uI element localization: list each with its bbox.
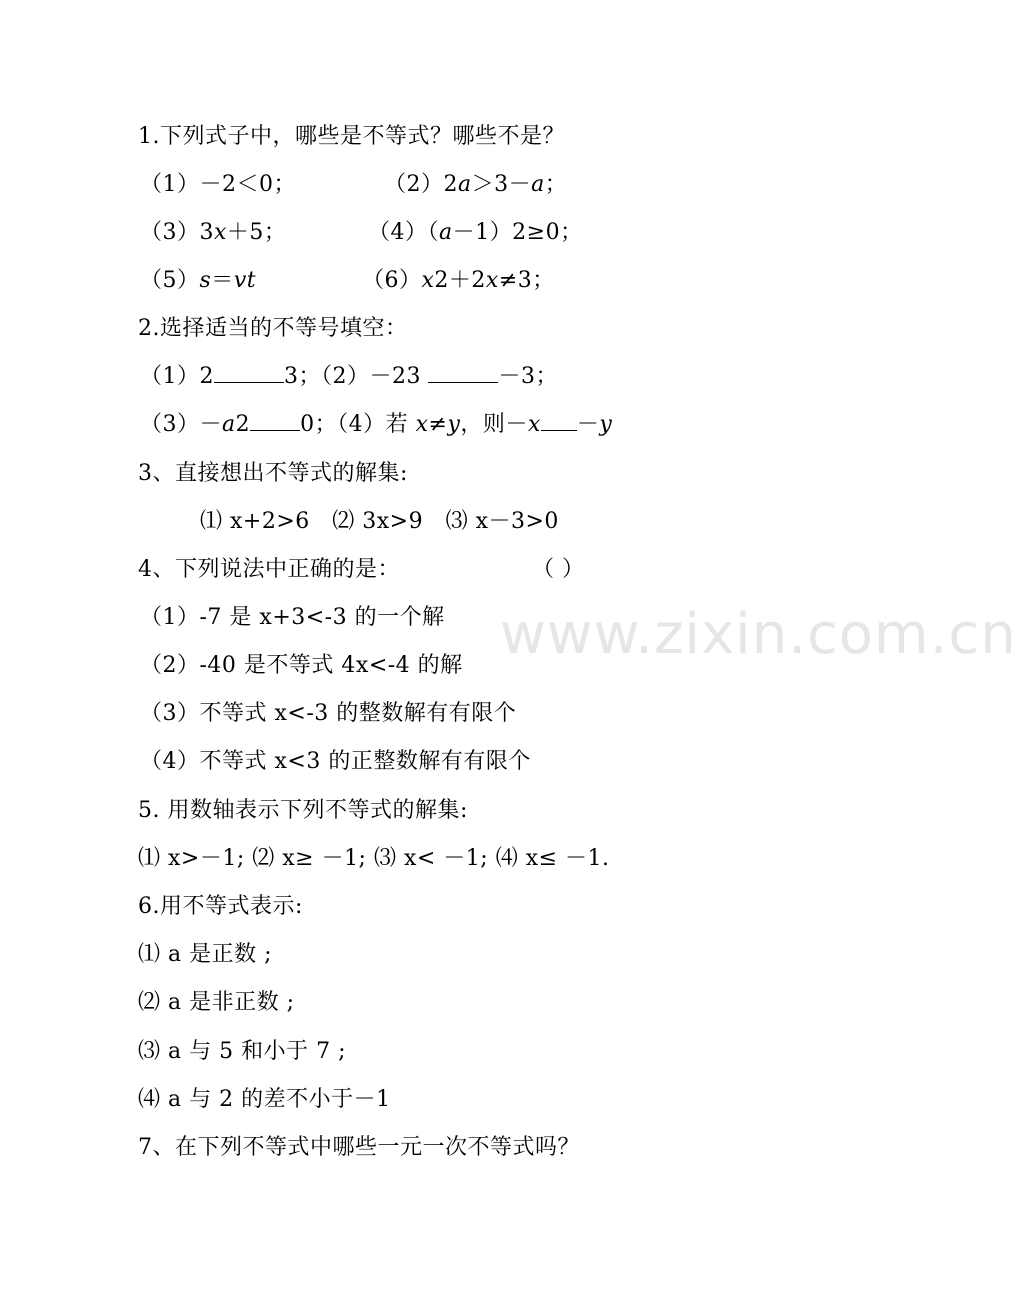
q1-item-1: （1）－2＜0； <box>140 172 296 197</box>
q5-items: ⑴ x>－1; ⑵ x≥ －1; ⑶ x< －1; ⑷ x≤ －1. <box>138 846 610 871</box>
q6-option-3: ⑶ a 与 5 和小于 7 ; <box>138 1039 346 1064</box>
q3-title: 3、直接想出不等式的解集: <box>138 461 408 486</box>
q5-title: 5. 用数轴表示下列不等式的解集: <box>138 798 468 823</box>
q1-title: 1.下列式子中，哪些是不等式？哪些不是？ <box>138 124 565 149</box>
q2-row-2: （3）－a2 0；（4）若 x≠y，则－x －y <box>140 412 613 437</box>
q2-title: 2.选择适当的不等号填空： <box>138 316 408 341</box>
q1-item-6: （6）x2＋2x≠3； <box>362 268 555 293</box>
q3-items: ⑴ x+2>6 ⑵ 3x>9 ⑶ x－3>0 <box>200 509 559 534</box>
blank-2[interactable] <box>428 364 498 383</box>
q1-item-5: （5）s＝vt <box>140 268 257 293</box>
q4-answer-paren: （ ） <box>532 557 585 582</box>
q1-item-4: （4）（a－1）2≥0； <box>368 220 583 245</box>
q4-option-1: （1）-7 是 x+3<-3 的一个解 <box>140 605 445 630</box>
blank-3[interactable] <box>250 412 300 431</box>
q4-option-3: （3）不等式 x<-3 的整数解有有限个 <box>140 701 517 726</box>
watermark: www.zixin.com.cn <box>500 602 1017 667</box>
q6-option-2: ⑵ a 是非正数 ; <box>138 990 295 1015</box>
blank-4[interactable] <box>541 412 577 431</box>
q4-option-2: （2）-40 是不等式 4x<-4 的解 <box>140 653 463 678</box>
q7-title: 7、在下列不等式中哪些一元一次不等式吗？ <box>138 1135 580 1160</box>
q2-row-1: （1）2 3；（2）－23 －3； <box>140 364 558 389</box>
q6-option-1: ⑴ a 是正数 ; <box>138 942 273 967</box>
q6-option-4: ⑷ a 与 2 的差不小于－1 <box>138 1087 391 1112</box>
q1-item-2: （2）2a＞3－a； <box>384 172 568 197</box>
blank-1[interactable] <box>214 364 284 383</box>
q6-title: 6.用不等式表示: <box>138 894 303 919</box>
q4-title: 4、下列说法中正确的是： <box>138 557 400 582</box>
q1-item-3: （3）3x＋5； <box>140 220 287 245</box>
q4-option-4: （4）不等式 x<3 的正整数解有有限个 <box>140 749 531 774</box>
